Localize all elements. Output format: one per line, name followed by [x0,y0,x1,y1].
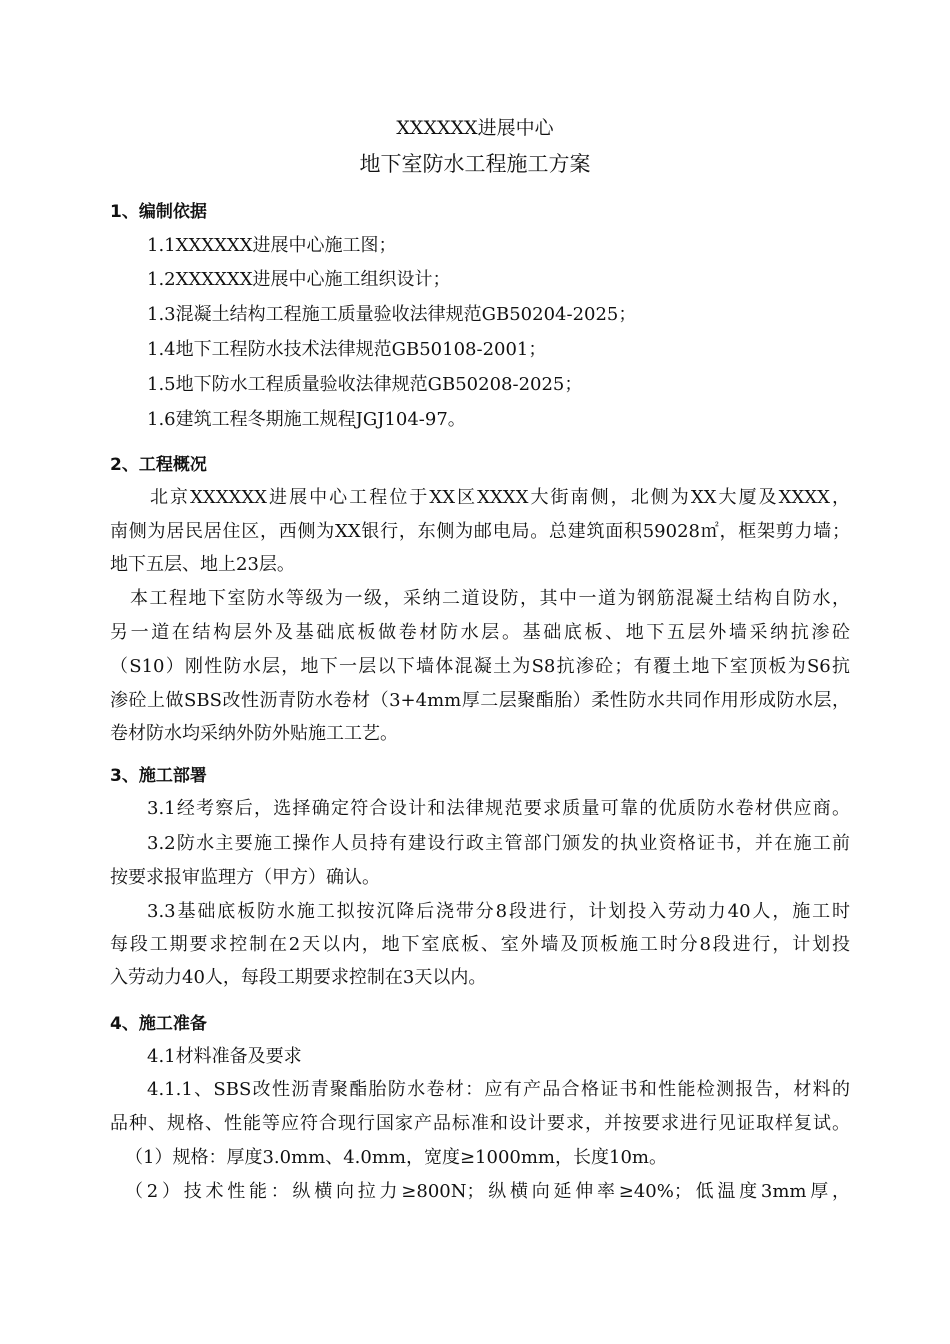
paragraph-line: 3.1经考察后，选择确定符合设计和法律规范要求质量可靠的优质防水卷材供应商。 [147,798,850,819]
paragraph-line: 4.1.1、SBS改性沥青聚酯胎防水卷材：应有产品合格证书和性能检测报告，材料的 [147,1079,850,1100]
section-heading: 4、施工准备 [110,1014,207,1034]
paragraph-line: 北京XXXXXX进展中心工程位于XX区XXXX大街南侧，北侧为XX大厦及XXXX， [150,487,850,508]
list-item: 1.6建筑工程冬期施工规程JGJ104-97。 [147,409,466,430]
section-heading: 2、工程概况 [110,455,207,475]
paragraph-line: 本工程地下室防水等级为一级，采纳二道设防，其中一道为钢筋混凝土结构自防水， [130,588,850,609]
paragraph-line: 另一道在结构层外及基础底板做卷材防水层。基础底板、地下五层外墙采纳抗渗砼 [110,622,850,643]
paragraph-line: 卷材防水均采纳外防外贴施工工艺。 [110,723,398,744]
section-heading: 1、编制依据 [110,202,207,222]
paragraph-line: 3.2防水主要施工操作人员持有建设行政主管部门颁发的执业资格证书，并在施工前 [147,833,850,854]
list-item: 1.5地下防水工程质量验收法律规范GB50208-2025； [147,374,583,395]
section-heading: 3、施工部署 [110,766,207,786]
paragraph-line: 入劳动力40人，每段工期要求控制在3天以内。 [110,967,487,988]
paragraph-line: （2）技术性能：纵横向拉力≥800N；纵横向延伸率≥40%；低温度3mm厚， [125,1181,850,1202]
paragraph-line: 按要求报审监理方（甲方）确认。 [110,867,380,888]
paragraph-line: 4.1材料准备及要求 [147,1046,302,1067]
paragraph-line: 南侧为居民居住区，西侧为XX银行，东侧为邮电局。总建筑面积59028㎡，框架剪力墙； [110,521,850,542]
list-item: 1.3混凝土结构工程施工质量验收法律规范GB50204-2025； [147,304,637,325]
paragraph-line: 品种、规格、性能等应符合现行国家产品标准和设计要求，并按要求进行见证取样复试。 [110,1113,850,1134]
paragraph-line: （1）规格：厚度3.0mm、4.0mm，宽度≥1000mm，长度10m。 [125,1147,667,1168]
paragraph-line: （S10）刚性防水层，地下一层以下墙体混凝土为S8抗渗砼；有覆土地下室顶板为S6抗 [110,656,850,677]
paragraph-line: 每段工期要求控制在2天以内，地下室底板、室外墙及顶板施工时分8段进行，计划投 [110,934,850,955]
list-item: 1.4地下工程防水技术法律规范GB50108-2001； [147,339,547,360]
document-title: XXXXXX进展中心 [396,117,554,139]
list-item: 1.2XXXXXX进展中心施工组织设计； [147,269,451,290]
paragraph-line: 3.3基础底板防水施工拟按沉降后浇带分8段进行，计划投入劳动力40人，施工时 [147,901,850,922]
paragraph-line: 地下五层、地上23层。 [110,554,295,575]
paragraph-line: 渗砼上做SBS改性沥青防水卷材（3+4mm厚二层聚酯胎）柔性防水共同作用形成防水层， [110,690,850,711]
document-subtitle: 地下室防水工程施工方案 [359,152,591,176]
list-item: 1.1XXXXXX进展中心施工图； [147,235,397,256]
